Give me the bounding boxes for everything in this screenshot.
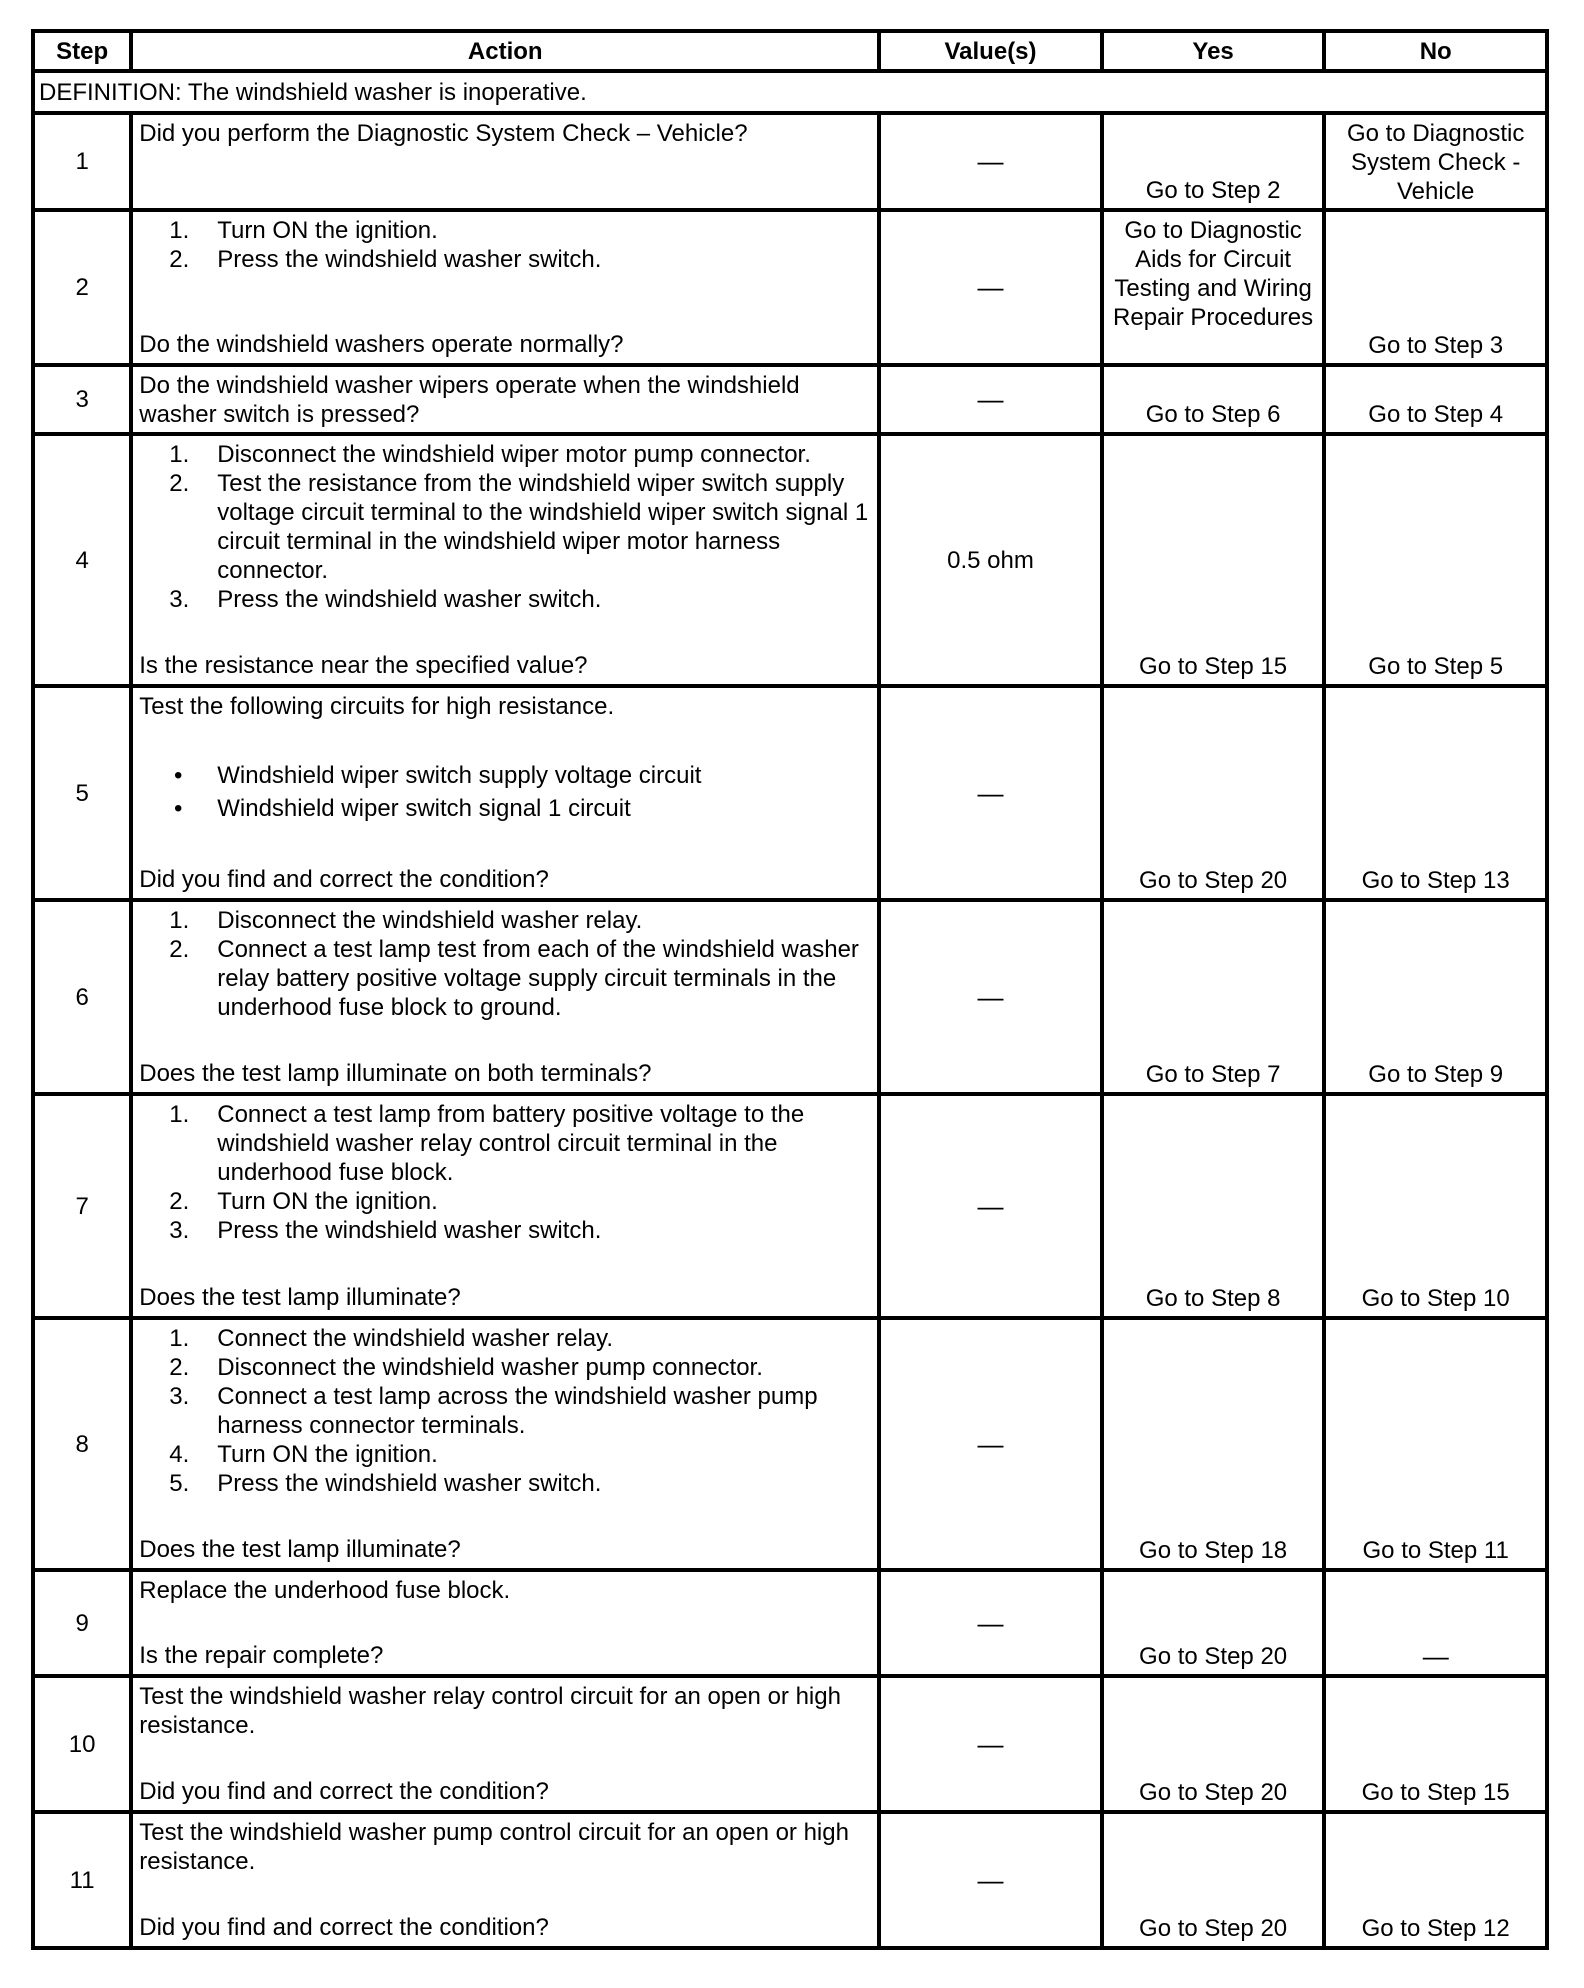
action-step-number: 2. <box>169 470 190 497</box>
value-cell: — <box>879 900 1102 1094</box>
action-step-item <box>139 1216 873 1245</box>
action-intro: Test the following circuits for high resistance. <box>139 693 615 720</box>
no-cell: Go to Step 11 <box>1324 1318 1547 1570</box>
action-cell <box>131 1676 879 1812</box>
bullet-text: Windshield wiper switch supply voltage circuit <box>217 762 702 789</box>
action-step-item <box>139 935 873 1022</box>
action-step-item <box>139 440 873 469</box>
step-number: 2 <box>33 210 131 365</box>
header-no: No <box>1324 31 1547 71</box>
action-intro: Test the windshield washer relay control circuit for an open or high resistance. <box>139 1683 841 1739</box>
action-step-number: 1. <box>169 1101 190 1128</box>
action-step-text: Press the windshield washer switch. <box>217 1217 602 1244</box>
no-cell: — <box>1324 1570 1547 1676</box>
no-cell: Go to Step 15 <box>1324 1676 1547 1812</box>
step-number: 11 <box>33 1812 131 1948</box>
action-step-text: Turn ON the ignition. <box>217 1441 438 1468</box>
action-cell <box>131 113 879 210</box>
action-question: Does the test lamp illuminate? <box>139 1536 461 1563</box>
action-cell <box>131 1570 879 1676</box>
bullet-item <box>139 794 873 823</box>
table-row <box>33 1570 1547 1676</box>
value-cell: — <box>879 686 1102 900</box>
action-step-number: 1. <box>169 217 190 244</box>
action-step-item <box>139 469 873 585</box>
action-cell <box>131 210 879 365</box>
action-question: Did you find and correct the condition? <box>139 1914 549 1941</box>
table-row <box>33 1812 1547 1948</box>
yes-cell: Go to Step 20 <box>1102 1812 1325 1948</box>
value-cell: — <box>879 1676 1102 1812</box>
action-step-item <box>139 1324 873 1353</box>
bullet-dot: • <box>174 795 183 822</box>
action-question: Does the test lamp illuminate? <box>139 1284 461 1311</box>
bullet-dot: • <box>174 762 183 789</box>
action-step-item <box>139 1100 873 1187</box>
action-step-text: Connect a test lamp from battery positive voltage to the windshield washer relay control circuit terminal in the underhood fuse block. <box>217 1101 805 1186</box>
action-question: Does the test lamp illuminate on both terminals? <box>139 1060 652 1087</box>
step-number: 5 <box>33 686 131 900</box>
action-step-item <box>139 1382 873 1440</box>
action-step-text: Disconnect the windshield washer relay. <box>217 907 643 934</box>
no-cell: Go to Step 4 <box>1324 365 1547 434</box>
yes-cell: Go to Step 6 <box>1102 365 1325 434</box>
definition-text: DEFINITION: The windshield washer is inoperative. <box>33 71 1547 113</box>
action-step-text: Disconnect the windshield wiper motor pump connector. <box>217 441 811 468</box>
yes-cell: Go to Step 8 <box>1102 1094 1325 1318</box>
action-cell <box>131 1812 879 1948</box>
definition-row <box>33 71 1547 113</box>
action-step-item <box>139 1440 873 1469</box>
action-step-text: Turn ON the ignition. <box>217 1188 438 1215</box>
no-cell: Go to Step 12 <box>1324 1812 1547 1948</box>
action-question: Is the resistance near the specified value? <box>139 652 588 679</box>
action-intro: Did you perform the Diagnostic System Check – Vehicle? <box>139 120 748 147</box>
action-step-number: 1. <box>169 441 190 468</box>
action-step-number: 4. <box>169 1441 190 1468</box>
no-cell: Go to Step 13 <box>1324 686 1547 900</box>
action-step-number: 3. <box>169 1217 190 1244</box>
value-cell: 0.5 ohm <box>879 434 1102 686</box>
table-row <box>33 1676 1547 1812</box>
step-number: 9 <box>33 1570 131 1676</box>
action-cell <box>131 686 879 900</box>
bullet-list <box>139 761 873 823</box>
action-step-number: 2. <box>169 246 190 273</box>
action-step-item <box>139 216 873 245</box>
header-step: Step <box>33 31 131 71</box>
action-step-number: 5. <box>169 1470 190 1497</box>
value-cell: — <box>879 1812 1102 1948</box>
step-number: 1 <box>33 113 131 210</box>
yes-cell: Go to Step 20 <box>1102 686 1325 900</box>
action-step-item <box>139 1469 873 1498</box>
table-row <box>33 686 1547 900</box>
action-step-item <box>139 1187 873 1216</box>
action-intro: Replace the underhood fuse block. <box>139 1577 511 1604</box>
action-step-number: 2. <box>169 1354 190 1381</box>
header-action: Action <box>131 31 879 71</box>
action-cell <box>131 365 879 434</box>
value-cell: — <box>879 365 1102 434</box>
action-step-number: 3. <box>169 586 190 613</box>
action-step-text: Test the resistance from the windshield wiper switch supply voltage circuit terminal to the windshield wiper switch signal 1 circuit terminal in the windshield wiper motor harness connector. <box>217 470 869 584</box>
action-step-text: Connect the windshield washer relay. <box>217 1325 614 1352</box>
action-steps-list <box>139 440 873 614</box>
step-number: 10 <box>33 1676 131 1812</box>
no-cell: Go to Step 5 <box>1324 434 1547 686</box>
action-step-number: 3. <box>169 1383 190 1410</box>
action-step-number: 2. <box>169 936 190 963</box>
action-question: Is the repair complete? <box>139 1642 384 1669</box>
action-cell <box>131 900 879 1094</box>
table-row <box>33 1318 1547 1570</box>
yes-cell: Go to Diagnostic Aids for Circuit Testing and Wiring Repair Procedures <box>1102 210 1325 365</box>
action-cell <box>131 434 879 686</box>
step-number: 6 <box>33 900 131 1094</box>
action-step-item <box>139 906 873 935</box>
step-number: 4 <box>33 434 131 686</box>
action-step-number: 1. <box>169 907 190 934</box>
action-step-text: Turn ON the ignition. <box>217 217 438 244</box>
action-step-text: Disconnect the windshield washer pump connector. <box>217 1354 763 1381</box>
step-number: 3 <box>33 365 131 434</box>
value-cell: — <box>879 1094 1102 1318</box>
bullet-item <box>139 761 873 790</box>
action-step-text: Press the windshield washer switch. <box>217 246 602 273</box>
header-yes: Yes <box>1102 31 1325 71</box>
action-steps-list <box>139 1324 873 1498</box>
action-intro: Do the windshield washer wipers operate when the windshield washer switch is pressed? <box>139 372 800 428</box>
action-step-item <box>139 1353 873 1382</box>
table-row <box>33 900 1547 1094</box>
table-row <box>33 210 1547 365</box>
table-row <box>33 1094 1547 1318</box>
value-cell: — <box>879 113 1102 210</box>
value-cell: — <box>879 210 1102 365</box>
header-row <box>33 31 1547 71</box>
yes-cell: Go to Step 15 <box>1102 434 1325 686</box>
action-question: Do the windshield washers operate normally? <box>139 331 624 358</box>
yes-cell: Go to Step 18 <box>1102 1318 1325 1570</box>
table-row <box>33 365 1547 434</box>
action-steps-list <box>139 906 873 1022</box>
diagnostic-table-sheet <box>31 29 1549 1950</box>
no-cell: Go to Step 9 <box>1324 900 1547 1094</box>
yes-cell: Go to Step 7 <box>1102 900 1325 1094</box>
diagnostic-table <box>31 29 1549 1950</box>
action-cell <box>131 1318 879 1570</box>
yes-cell: Go to Step 20 <box>1102 1570 1325 1676</box>
bullet-text: Windshield wiper switch signal 1 circuit <box>217 795 631 822</box>
action-step-text: Connect a test lamp across the windshield washer pump harness connector terminals. <box>217 1383 818 1439</box>
action-steps-list <box>139 1100 873 1245</box>
action-step-number: 1. <box>169 1325 190 1352</box>
action-step-number: 2. <box>169 1188 190 1215</box>
no-cell: Go to Diagnostic System Check - Vehicle <box>1324 113 1547 210</box>
action-step-item <box>139 585 873 614</box>
action-step-text: Press the windshield washer switch. <box>217 1470 602 1497</box>
value-cell: — <box>879 1570 1102 1676</box>
action-step-text: Press the windshield washer switch. <box>217 586 602 613</box>
no-cell: Go to Step 10 <box>1324 1094 1547 1318</box>
action-step-text: Connect a test lamp test from each of the windshield washer relay battery positive voltage supply circuit terminals in the underhood fuse block to ground. <box>217 936 859 1021</box>
table-row <box>33 113 1547 210</box>
action-cell <box>131 1094 879 1318</box>
yes-cell: Go to Step 20 <box>1102 1676 1325 1812</box>
action-intro: Test the windshield washer pump control circuit for an open or high resistance. <box>139 1819 849 1875</box>
step-number: 7 <box>33 1094 131 1318</box>
no-cell: Go to Step 3 <box>1324 210 1547 365</box>
yes-cell: Go to Step 2 <box>1102 113 1325 210</box>
value-cell: — <box>879 1318 1102 1570</box>
action-question: Did you find and correct the condition? <box>139 866 549 893</box>
table-row <box>33 434 1547 686</box>
header-values: Value(s) <box>879 31 1102 71</box>
step-number: 8 <box>33 1318 131 1570</box>
action-question: Did you find and correct the condition? <box>139 1778 549 1805</box>
action-steps-list <box>139 216 873 274</box>
action-step-item <box>139 245 873 274</box>
